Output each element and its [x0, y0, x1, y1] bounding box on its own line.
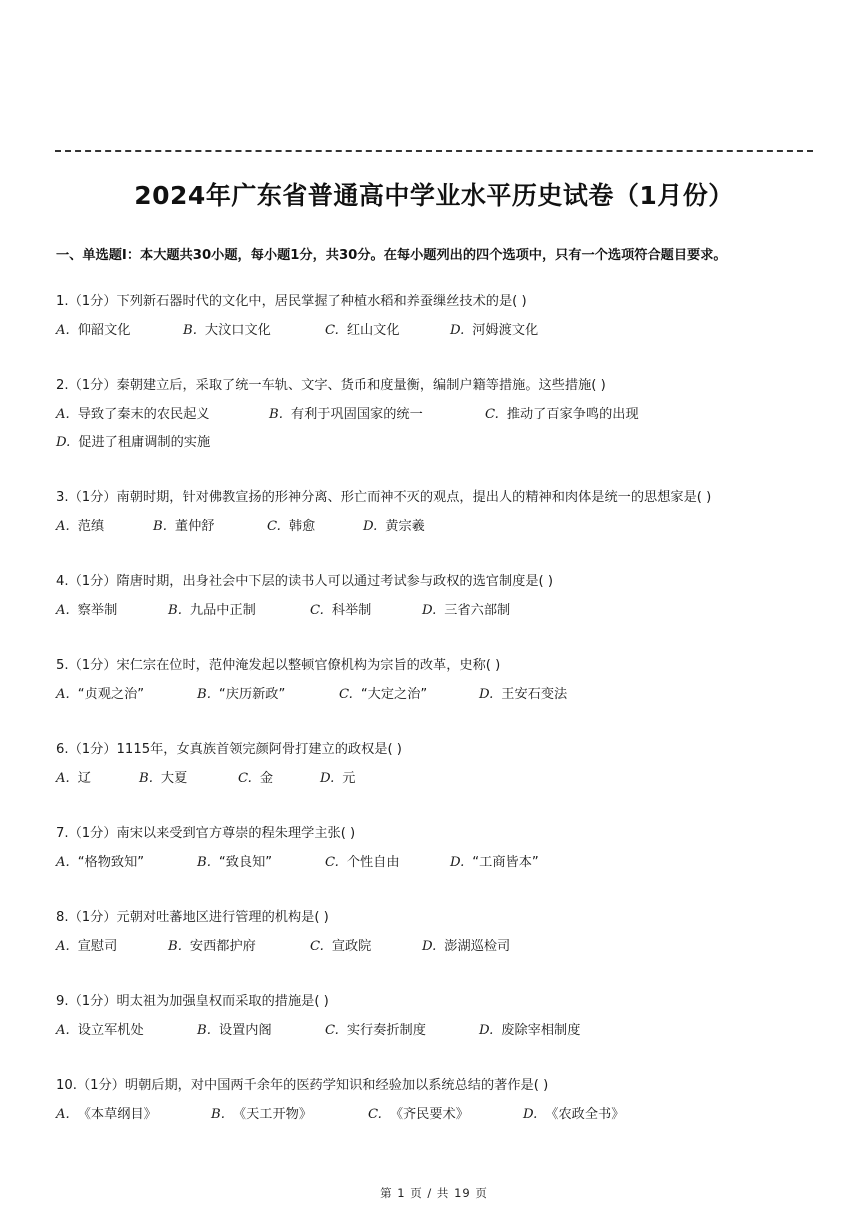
question-stem: 7.（1分）南宋以来受到官方尊崇的程朱理学主张( ) — [56, 826, 356, 841]
option-d[interactable] — [450, 853, 539, 873]
option-letter: A. — [56, 519, 70, 534]
option-c[interactable] — [238, 769, 273, 789]
options-row — [56, 321, 836, 349]
options-row — [56, 853, 836, 881]
option-b[interactable] — [197, 1021, 272, 1041]
question-4 — [56, 572, 836, 656]
option-text: 辽 — [77, 771, 91, 786]
question-stem: 2.（1分）秦朝建立后，采取了统一车轨、文字、货币和度量衡，编制户籍等措施。这些措施( ) — [56, 378, 606, 393]
option-c[interactable] — [267, 517, 315, 537]
page-footer: 第 1 页 / 共 19 页 — [380, 1186, 488, 1200]
option-text: 促进了租庸调制的实施 — [78, 435, 211, 450]
option-letter: D. — [450, 323, 465, 338]
option-a[interactable] — [56, 321, 130, 341]
option-letter: B. — [269, 407, 283, 422]
option-text: “贞观之治” — [77, 687, 145, 702]
option-text: “格物致知” — [77, 855, 145, 870]
option-d[interactable] — [422, 937, 510, 957]
option-letter: D. — [479, 687, 494, 702]
question-stem: 1.（1分）下列新石器时代的文化中，居民掌握了种植水稻和养蚕缫丝技术的是( ) — [56, 294, 527, 309]
option-c[interactable] — [368, 1105, 469, 1125]
option-a[interactable] — [56, 1105, 157, 1125]
option-text: 《本草纲目》 — [77, 1107, 157, 1122]
option-a[interactable] — [56, 937, 117, 957]
option-text: 宣慰司 — [77, 939, 118, 954]
option-letter: D. — [56, 435, 71, 450]
option-letter: B. — [211, 1107, 225, 1122]
option-text: 韩愈 — [288, 519, 316, 534]
option-text: 河姆渡文化 — [472, 323, 539, 338]
question-1 — [56, 292, 836, 376]
option-c[interactable] — [485, 405, 639, 425]
question-9 — [56, 992, 836, 1076]
option-b[interactable] — [269, 405, 423, 425]
option-a[interactable] — [56, 601, 117, 621]
options-row — [56, 405, 836, 461]
question-stem: 10.（1分）明朝后期，对中国两千余年的医药学知识和经验加以系统总结的著作是( ) — [56, 1078, 549, 1093]
option-d[interactable] — [479, 685, 567, 705]
dashed-cut-line — [55, 150, 813, 152]
question-3 — [56, 488, 836, 572]
option-text: 实行奏折制度 — [346, 1023, 426, 1038]
option-letter: A. — [56, 1023, 70, 1038]
option-letter: A. — [56, 323, 70, 338]
option-text: 仰韶文化 — [77, 323, 131, 338]
option-text: 《农政全书》 — [545, 1107, 625, 1122]
option-letter: D. — [363, 519, 378, 534]
option-b[interactable] — [197, 685, 285, 705]
option-text: 个性自由 — [346, 855, 400, 870]
option-letter: A. — [56, 771, 70, 786]
option-letter: B. — [197, 855, 211, 870]
option-text: “庆历新政” — [218, 687, 286, 702]
option-letter: A. — [56, 1107, 70, 1122]
option-d[interactable] — [523, 1105, 624, 1125]
option-text: 大夏 — [160, 771, 188, 786]
option-b[interactable] — [183, 321, 271, 341]
option-text: 废除宰相制度 — [501, 1023, 581, 1038]
options-row — [56, 937, 836, 965]
option-text: 金 — [259, 771, 273, 786]
option-d[interactable] — [363, 517, 425, 537]
option-letter: C. — [310, 603, 324, 618]
option-letter: B. — [197, 1023, 211, 1038]
question-10 — [56, 1076, 836, 1160]
option-b[interactable] — [197, 853, 272, 873]
option-text: “大定之治” — [360, 687, 428, 702]
option-letter: D. — [422, 939, 437, 954]
option-letter: B. — [153, 519, 167, 534]
option-text: 元 — [342, 771, 356, 786]
option-letter: B. — [197, 687, 211, 702]
option-text: 导致了秦末的农民起义 — [77, 407, 210, 422]
section-header: 一、单选题Ⅰ：本大题共30小题，每小题1分，共30分。在每小题列出的四个选项中，只有一个选项符合题目要求。 — [56, 248, 727, 263]
options-row — [56, 1105, 836, 1133]
option-letter: C. — [339, 687, 353, 702]
option-text: 推动了百家争鸣的出现 — [506, 407, 639, 422]
option-letter: B. — [168, 939, 182, 954]
options-row — [56, 517, 836, 545]
option-text: 王安石变法 — [501, 687, 568, 702]
question-stem: 9.（1分）明太祖为加强皇权而采取的措施是( ) — [56, 994, 329, 1009]
option-letter: B. — [139, 771, 153, 786]
option-letter: C. — [310, 939, 324, 954]
option-letter: C. — [325, 1023, 339, 1038]
option-c[interactable] — [339, 685, 427, 705]
option-letter: A. — [56, 407, 70, 422]
option-letter: D. — [320, 771, 335, 786]
option-letter: C. — [368, 1107, 382, 1122]
option-b[interactable] — [139, 769, 187, 789]
question-stem: 4.（1分）隋唐时期，出身社会中下层的读书人可以通过考试参与政权的选官制度是( ) — [56, 574, 554, 589]
option-text: 《齐民要术》 — [389, 1107, 469, 1122]
option-d[interactable] — [320, 769, 355, 789]
options-row — [56, 1021, 836, 1049]
option-letter: B. — [168, 603, 182, 618]
option-a[interactable] — [56, 685, 144, 705]
option-text: 范缜 — [77, 519, 105, 534]
option-text: 设立军机处 — [77, 1023, 144, 1038]
option-c[interactable] — [325, 1021, 426, 1041]
option-d[interactable] — [479, 1021, 580, 1041]
option-d[interactable] — [422, 601, 510, 621]
option-letter: C. — [485, 407, 499, 422]
option-letter: C. — [325, 323, 339, 338]
option-letter: B. — [183, 323, 197, 338]
option-letter: A. — [56, 687, 70, 702]
option-text: “致良知” — [218, 855, 273, 870]
option-text: 察举制 — [77, 603, 118, 618]
exam-title: 2024年广东省普通高中学业水平历史试卷（1月份） — [134, 181, 734, 210]
question-6 — [56, 740, 836, 824]
option-text: 宣政院 — [331, 939, 372, 954]
option-text: 安西都护府 — [189, 939, 256, 954]
option-b[interactable] — [168, 601, 256, 621]
option-c[interactable] — [325, 321, 400, 341]
option-letter: A. — [56, 855, 70, 870]
question-2 — [56, 376, 836, 488]
option-c[interactable] — [310, 601, 371, 621]
option-text: 科举制 — [331, 603, 372, 618]
option-letter: A. — [56, 603, 70, 618]
option-text: 董仲舒 — [174, 519, 215, 534]
option-b[interactable] — [211, 1105, 312, 1125]
option-a[interactable] — [56, 517, 104, 537]
option-letter: D. — [479, 1023, 494, 1038]
options-row — [56, 769, 836, 797]
option-text: 大汶口文化 — [204, 323, 271, 338]
question-8 — [56, 908, 836, 992]
question-stem: 6.（1分）1115年，女真族首领完颜阿骨打建立的政权是( ) — [56, 742, 402, 757]
option-a[interactable] — [56, 853, 144, 873]
option-text: 红山文化 — [346, 323, 400, 338]
option-text: 三省六部制 — [444, 603, 511, 618]
option-letter: C. — [325, 855, 339, 870]
option-d[interactable] — [450, 321, 538, 341]
option-d[interactable] — [56, 433, 210, 453]
option-letter: A. — [56, 939, 70, 954]
option-a[interactable] — [56, 405, 210, 425]
option-text: 黄宗羲 — [385, 519, 425, 534]
option-a[interactable] — [56, 1021, 144, 1041]
option-c[interactable] — [310, 937, 371, 957]
option-letter: C. — [267, 519, 281, 534]
option-letter: D. — [422, 603, 437, 618]
option-text: 澎湖巡检司 — [444, 939, 511, 954]
option-text: 设置内阁 — [218, 1023, 272, 1038]
question-list — [56, 292, 836, 1160]
question-stem: 8.（1分）元朝对吐蕃地区进行管理的机构是( ) — [56, 910, 329, 925]
question-stem: 5.（1分）宋仁宗在位时，范仲淹发起以整顿官僚机构为宗旨的改革，史称( ) — [56, 658, 501, 673]
option-letter: C. — [238, 771, 252, 786]
option-letter: D. — [523, 1107, 538, 1122]
option-b[interactable] — [168, 937, 256, 957]
option-text: 《天工开物》 — [232, 1107, 313, 1122]
option-text: 九品中正制 — [189, 603, 256, 618]
question-5 — [56, 656, 836, 740]
option-a[interactable] — [56, 769, 91, 789]
option-letter: D. — [450, 855, 465, 870]
options-row — [56, 685, 836, 713]
option-text: 有利于巩固国家的统一 — [290, 407, 423, 422]
option-b[interactable] — [153, 517, 214, 537]
option-text: “工商皆本” — [472, 855, 539, 870]
question-stem: 3.（1分）南朝时期，针对佛教宣扬的形神分离、形亡而神不灭的观点，提出人的精神和肉体是统一的思想家是( ) — [56, 490, 712, 505]
question-7 — [56, 824, 836, 908]
options-row — [56, 601, 836, 629]
option-c[interactable] — [325, 853, 400, 873]
